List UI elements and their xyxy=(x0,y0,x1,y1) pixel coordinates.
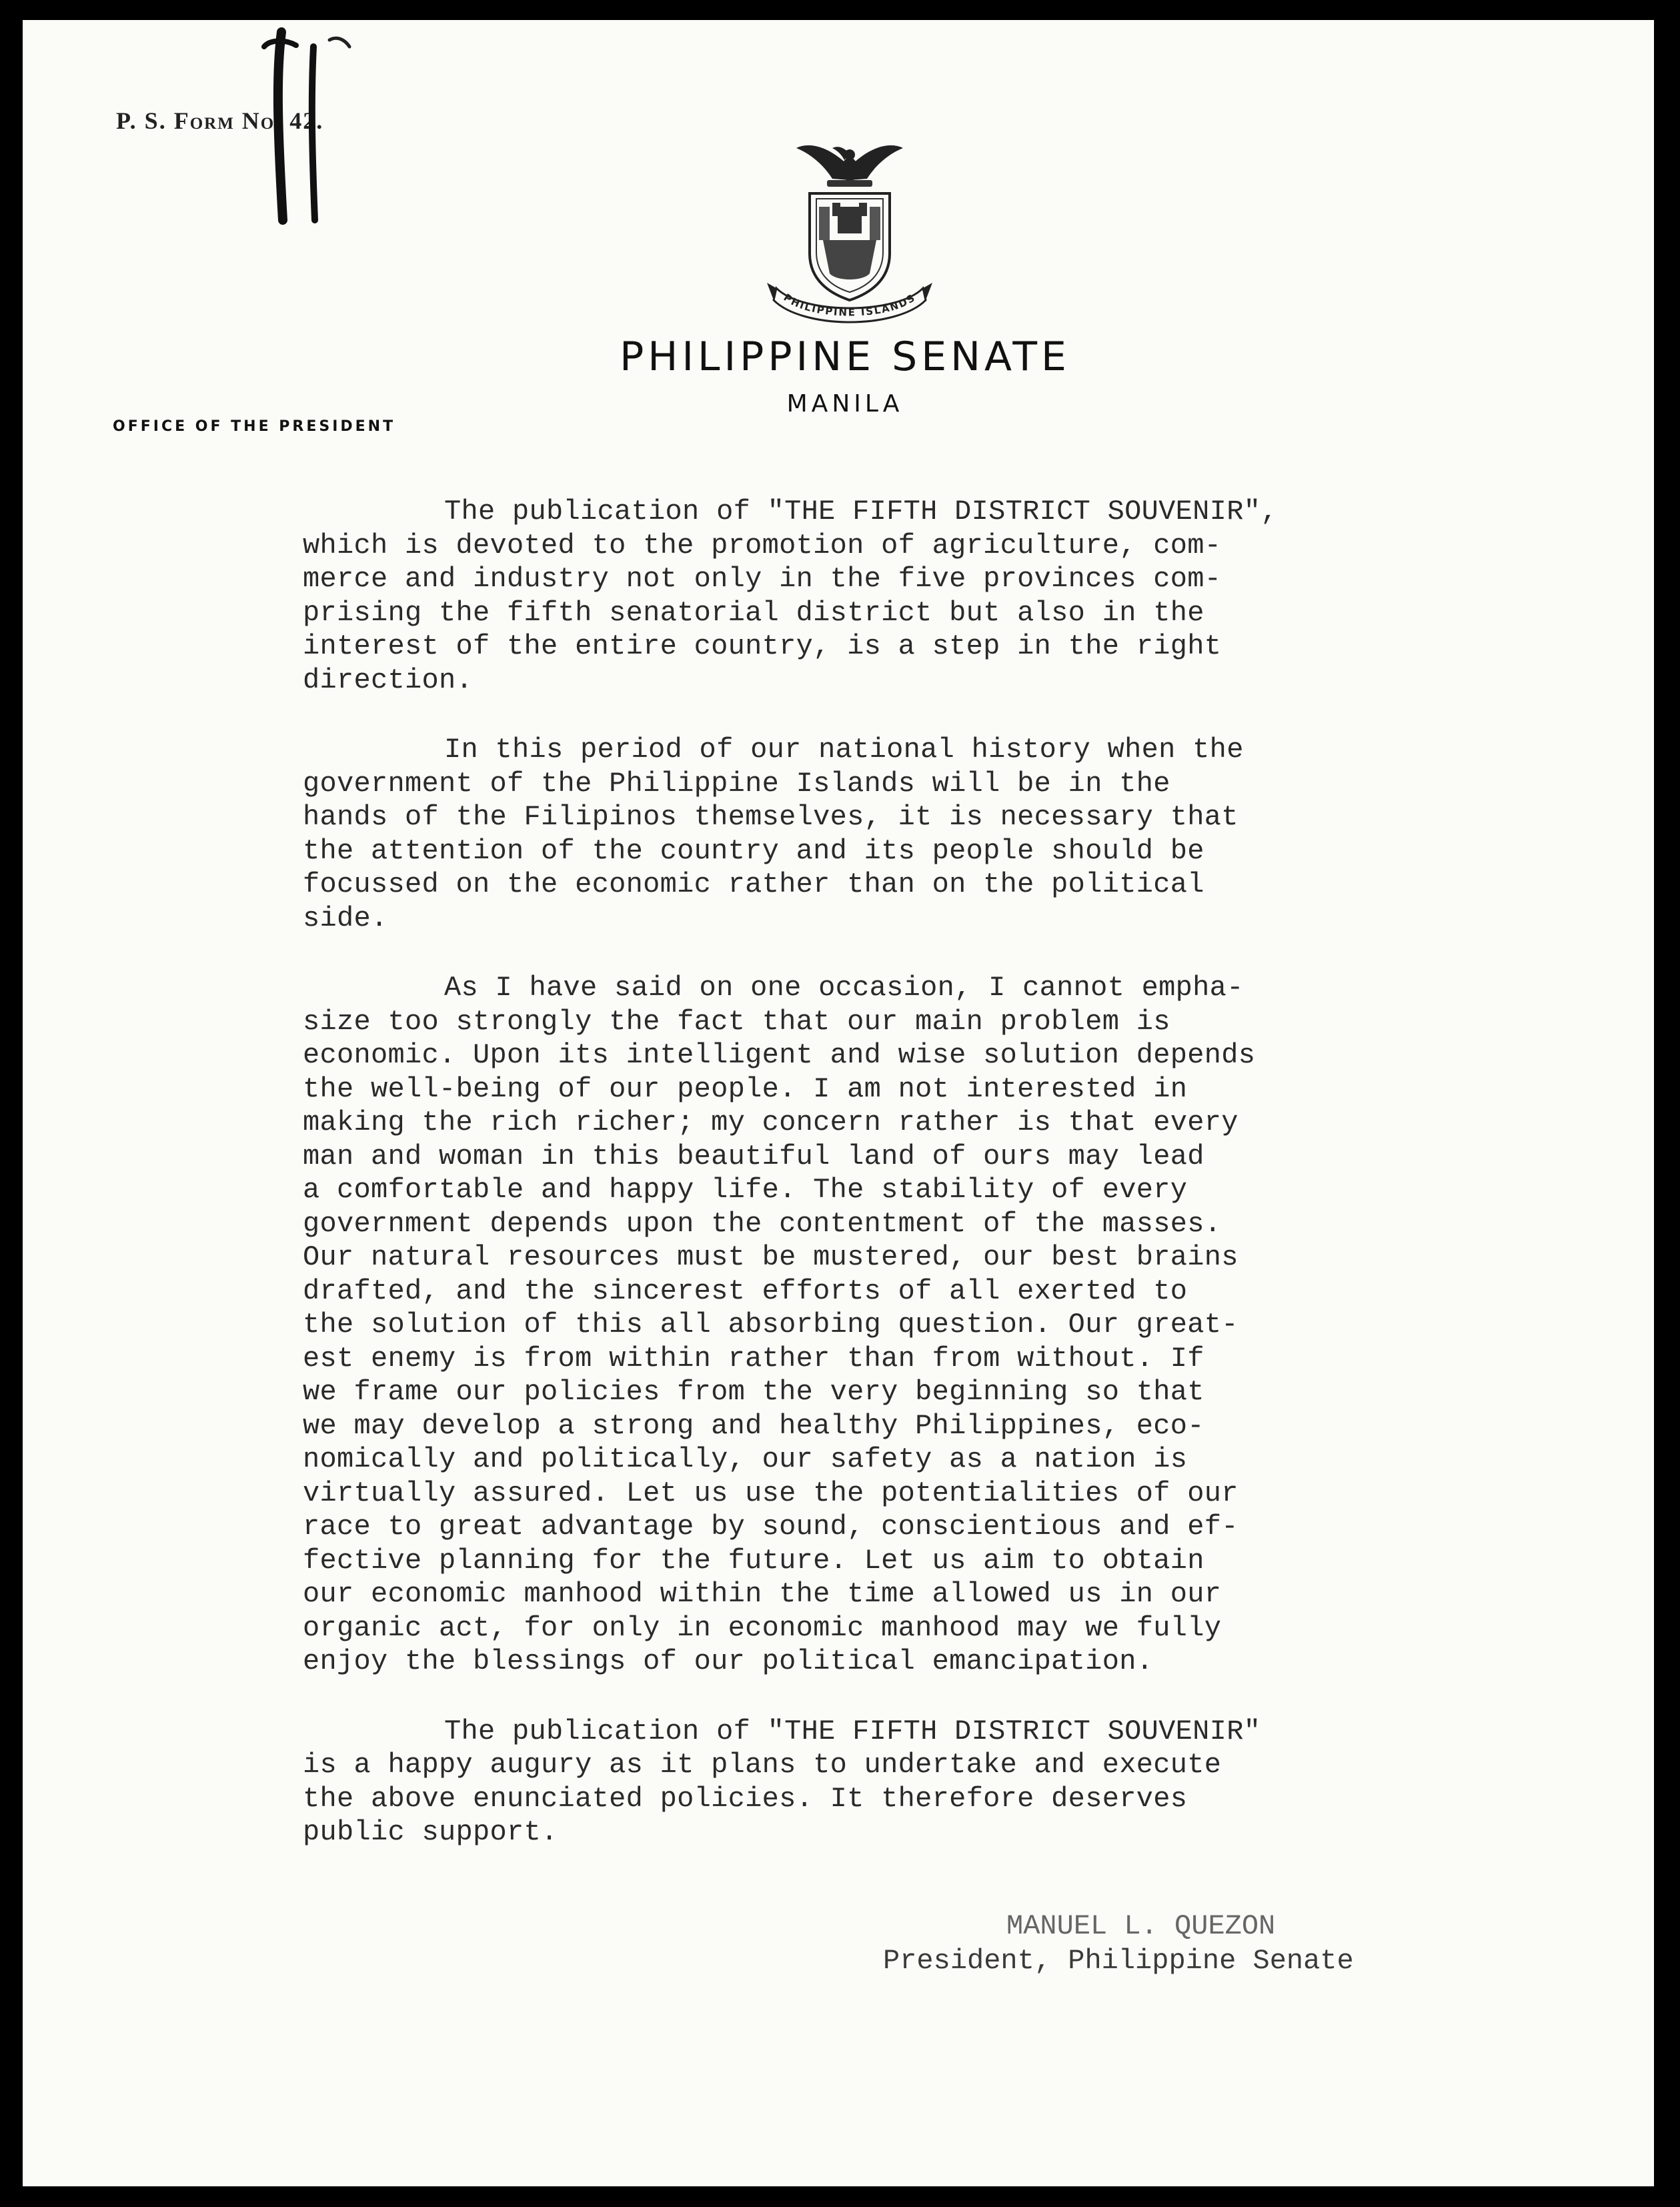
text-line: making the rich richer; my concern rather is that every xyxy=(303,1107,1238,1139)
text-line: The publication of "THE FIFTH DISTRICT SOUVENIR", xyxy=(444,496,1278,528)
text-line: side. xyxy=(303,902,388,934)
text-line: hands of the Filipinos themselves, it is necessary that xyxy=(303,801,1238,833)
text-line: is a happy augury as it plans to undertake and execute xyxy=(303,1749,1222,1781)
text-line: nomically and politically, our safety as a nation is xyxy=(303,1443,1188,1475)
text-line: merce and industry not only in the five provinces com- xyxy=(303,563,1222,595)
text-line: enjoy the blessings of our political emancipation. xyxy=(303,1645,1154,1677)
svg-text:PHILIPPINE ISLANDS: PHILIPPINE ISLANDS xyxy=(781,291,918,319)
handwritten-ink-marks xyxy=(249,20,356,233)
form-number: P. S. Form No. 42. xyxy=(116,107,324,134)
text-line: race to great advantage by sound, conscientious and ef- xyxy=(303,1511,1238,1543)
text-line: the solution of this all absorbing question. Our great- xyxy=(303,1309,1238,1341)
text-line: As I have said on one occasion, I cannot empha- xyxy=(444,972,1244,1004)
text-line: est enemy is from within rather than from without. If xyxy=(303,1342,1204,1375)
text-line: our economic manhood within the time allowed us in our xyxy=(303,1578,1222,1610)
paragraph xyxy=(303,971,1537,1679)
text-line: size too strongly the fact that our main problem is xyxy=(303,1005,1170,1038)
text-line: man and woman in this beautiful land of ours may lead xyxy=(303,1140,1204,1173)
letterhead-title: PHILIPPINE SENATE xyxy=(620,333,1070,380)
text-line: we frame our policies from the very beginning so that xyxy=(303,1376,1204,1408)
text-line: fective planning for the future. Let us aim to obtain xyxy=(303,1544,1204,1577)
senate-seal-icon xyxy=(763,140,936,333)
text-line: government of the Philippine Islands will be in the xyxy=(303,767,1170,800)
paragraph xyxy=(303,733,1537,935)
text-line: government depends upon the contentment of the masses. xyxy=(303,1207,1222,1240)
office-label: OFFICE OF THE PRESIDENT xyxy=(113,418,396,435)
text-line: the well-being of our people. I am not interested in xyxy=(303,1072,1188,1105)
text-line: direction. xyxy=(303,664,474,696)
text-line: interest of the entire country, is a step in the right xyxy=(303,630,1222,662)
text-line: economic. Upon its intelligent and wise solution depends xyxy=(303,1039,1256,1071)
text-line: a comfortable and happy life. The stability of every xyxy=(303,1174,1188,1206)
text-line: drafted, and the sincerest efforts of all exerted to xyxy=(303,1275,1188,1307)
text-line: virtually assured. Let us use the potentialities of our xyxy=(303,1477,1238,1509)
paragraph xyxy=(303,495,1537,697)
text-line: the above enunciated policies. It therefore deserves xyxy=(303,1782,1188,1815)
text-line: public support. xyxy=(303,1816,558,1848)
letterhead-city: MANILA xyxy=(786,390,904,418)
text-line: the attention of the country and its people should be xyxy=(303,834,1204,867)
text-line: we may develop a strong and healthy Philippines, eco- xyxy=(303,1409,1204,1442)
text-line: prising the fifth senatorial district but also in the xyxy=(303,596,1204,629)
text-line: Our natural resources must be mustered, our best brains xyxy=(303,1241,1238,1273)
signatory-title: President, Philippine Senate xyxy=(883,1945,1354,1977)
paragraph xyxy=(303,1715,1537,1850)
signature-block xyxy=(883,1909,1617,1978)
letter-body xyxy=(303,495,1537,1886)
text-line: In this period of our national history when the xyxy=(444,734,1244,766)
letter-page xyxy=(23,20,1654,2186)
signatory-name: MANUEL L. QUEZON xyxy=(1006,1910,1276,1942)
text-line: focussed on the economic rather than on the political xyxy=(303,868,1204,900)
text-line: which is devoted to the promotion of agriculture, com- xyxy=(303,529,1222,562)
text-line: organic act, for only in economic manhood may we fully xyxy=(303,1611,1222,1644)
text-line: The publication of "THE FIFTH DISTRICT SOUVENIR" xyxy=(444,1715,1261,1747)
